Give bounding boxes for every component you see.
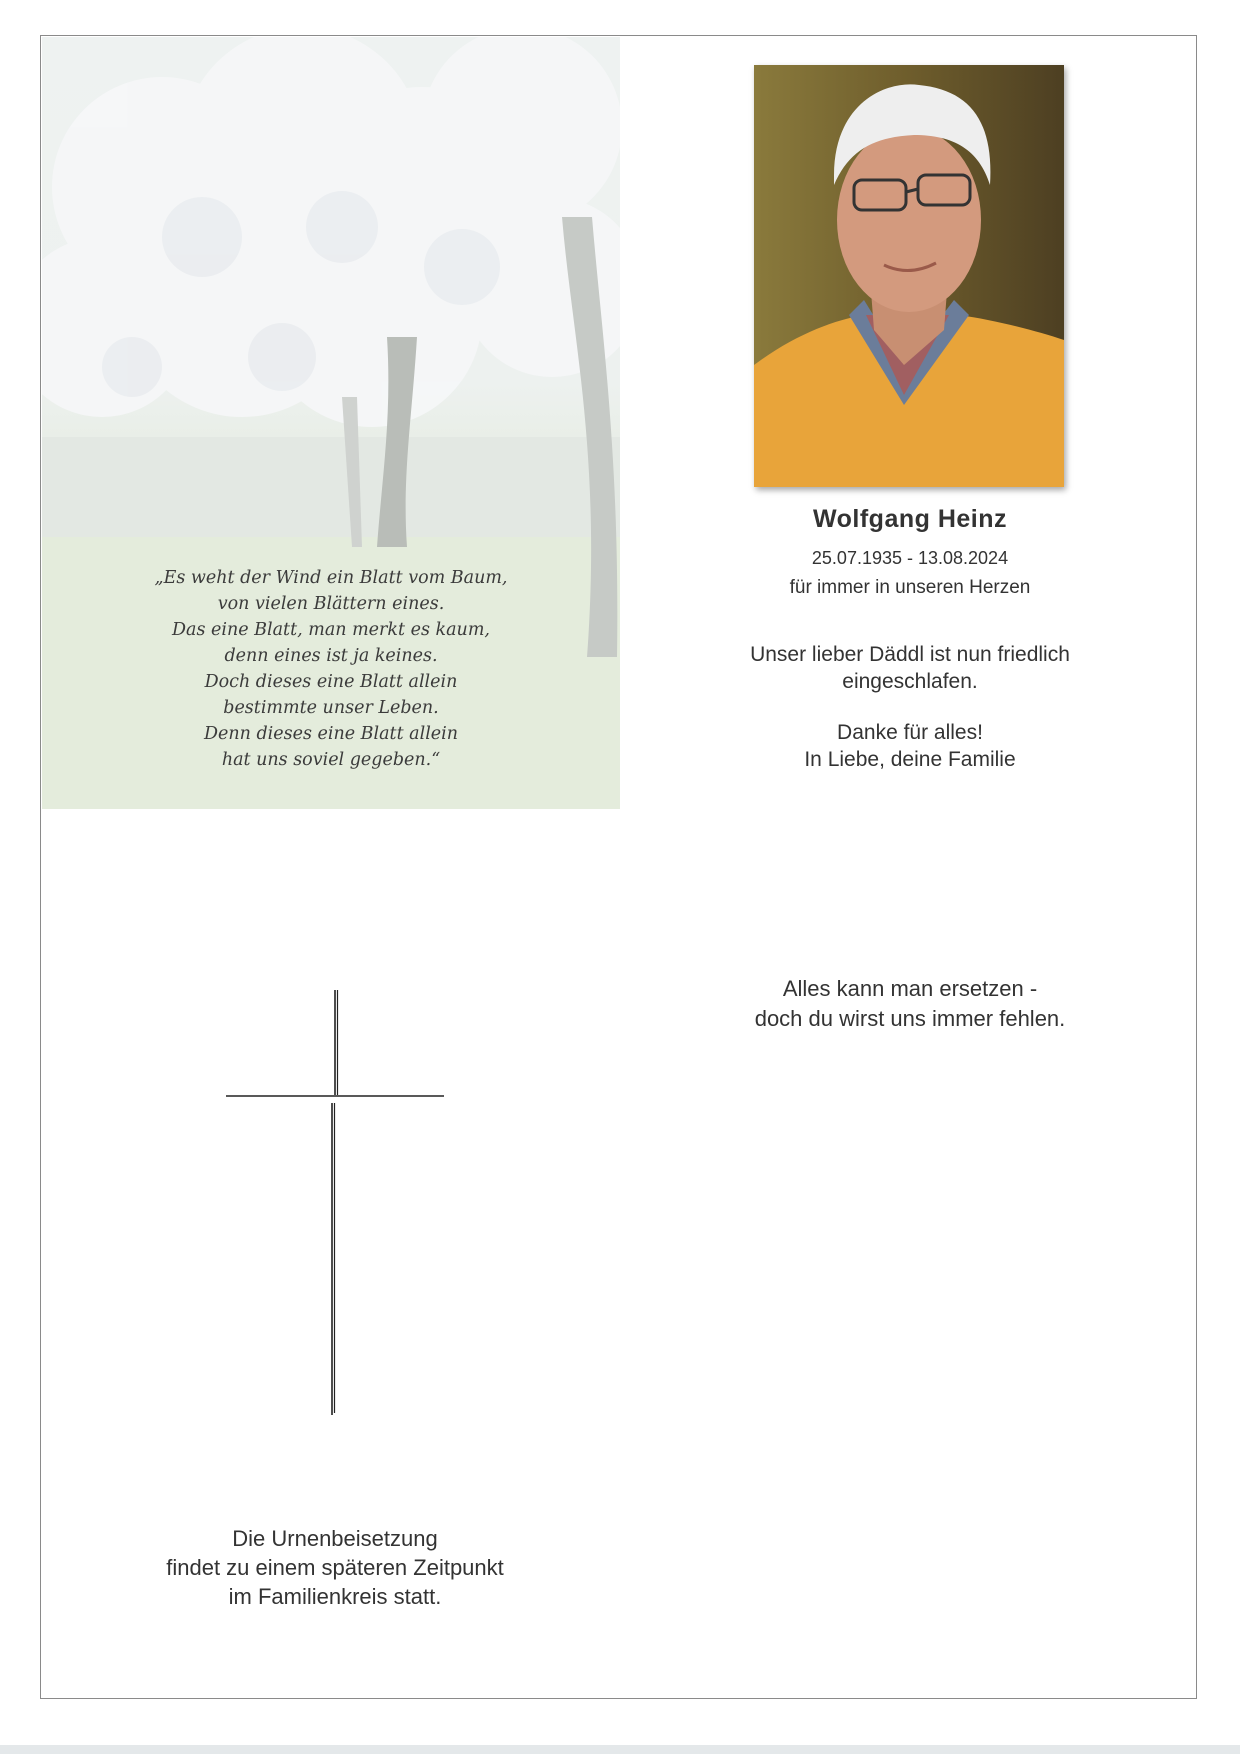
- poem-line: bestimmte unser Leben.: [223, 698, 439, 718]
- life-dates: 25.07.1935 - 13.08.2024: [811, 548, 1009, 568]
- poem-line: hat uns soviel gegeben.“: [221, 750, 441, 770]
- signature-line: In Liebe, deine Familie: [804, 748, 1016, 771]
- poem-line: Denn dieses eine Blatt allein: [203, 724, 459, 744]
- cross-icon: [220, 985, 450, 1419]
- thanks-line: Danke für alles!: [837, 721, 983, 744]
- tagline: für immer in unseren Herzen: [789, 577, 1031, 598]
- poem-line: Das eine Blatt, man merkt es kaum,: [172, 620, 490, 640]
- verse-line: Alles kann man ersetzen -: [782, 976, 1038, 1001]
- poem: [42, 565, 620, 773]
- scan-edge: [0, 1745, 1240, 1754]
- poem-line: „Es weht der Wind ein Blatt vom Baum,: [154, 568, 508, 588]
- burial-line: im Familienkreis statt.: [228, 1584, 442, 1609]
- portrait-photo: [754, 65, 1064, 487]
- message-line: eingeschlafen.: [842, 670, 978, 693]
- thanks-message: [690, 719, 1130, 773]
- poem-line: von vielen Blättern eines.: [217, 594, 445, 614]
- poem-line: denn eines ist ja keines.: [224, 646, 438, 666]
- memorial-verse: [690, 974, 1130, 1034]
- family-message: [690, 641, 1130, 695]
- poem-line: Doch dieses eine Blatt allein: [204, 672, 458, 692]
- burial-notice: [110, 1524, 560, 1611]
- message-line: Unser lieber Däddl ist nun friedlich: [750, 643, 1070, 666]
- burial-line: findet zu einem späteren Zeitpunkt: [166, 1555, 504, 1580]
- burial-line: Die Urnenbeisetzung: [232, 1526, 438, 1551]
- deceased-name: Wolfgang Heinz: [812, 505, 1008, 533]
- verse-line: doch du wirst uns immer fehlen.: [754, 1006, 1066, 1031]
